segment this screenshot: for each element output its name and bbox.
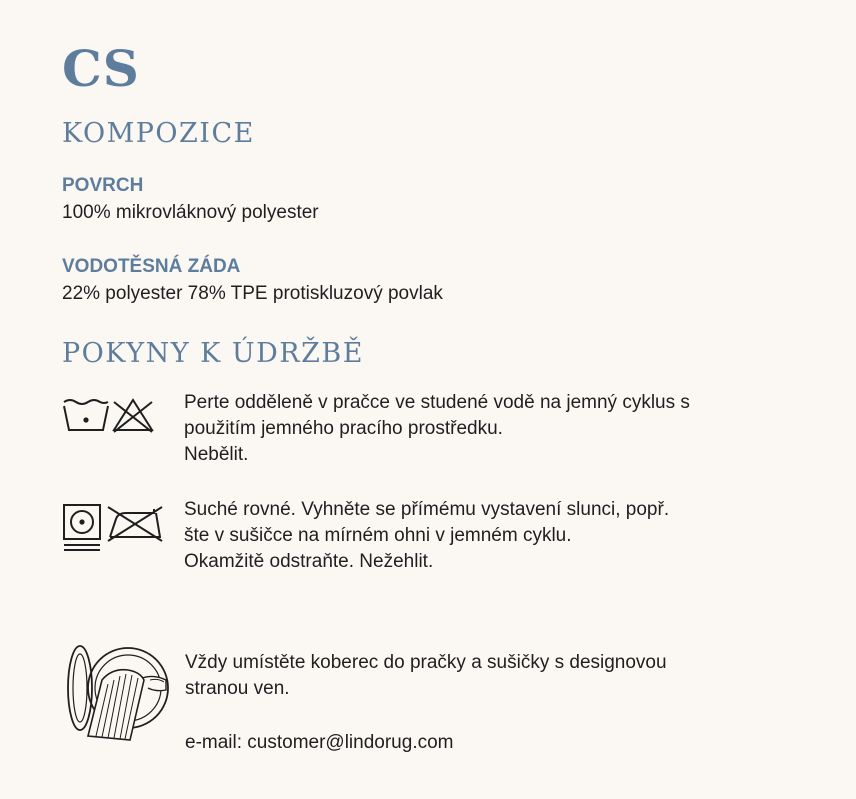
wash-instructions: [184, 390, 690, 468]
dry-line-3: Okamžitě odstraňte. Nežehlit.: [184, 551, 434, 572]
do-not-bleach-icon: [110, 396, 156, 436]
backing-value: 22% polyester 78% TPE protiskluzový povlak: [62, 283, 443, 304]
dry-instructions: [184, 497, 669, 575]
wash-line-3: Nebělit.: [184, 444, 249, 465]
composition-heading: KOMPOZICE: [62, 118, 255, 149]
tumble-dry-low-icon: [62, 503, 102, 555]
dry-line-1: Suché rovné. Vyhněte se přímému vystavení slunci, popř.: [184, 499, 670, 520]
wash-line-2: použitím jemného pracího prostředku.: [184, 418, 503, 439]
wash-line-1: Perte odděleně v pračce ve studené vodě na jemný cyklus s: [184, 392, 690, 413]
backing-label: VODOTĚSNÁ ZÁDA: [62, 256, 241, 277]
machine-line-1: Vždy umístěte koberec do pračky a sušičky s designovou: [185, 652, 667, 673]
language-code: CS: [62, 39, 140, 98]
washing-machine-rug-icon: [62, 640, 172, 742]
surface-label: POVRCH: [62, 175, 144, 196]
do-not-iron-icon: [106, 503, 164, 543]
machine-instructions: [185, 650, 667, 702]
machine-line-2: stranou ven.: [185, 678, 290, 699]
surface-value: 100% mikrovláknový polyester: [62, 202, 319, 223]
contact-email[interactable]: e-mail: customer@lindorug.com: [185, 732, 454, 753]
care-heading: POKYNY K ÚDRŽBĚ: [62, 338, 364, 369]
wash-cold-icon: [62, 396, 110, 436]
dry-line-2: šte v sušičce na mírném ohni v jemném cyklu.: [184, 525, 572, 546]
